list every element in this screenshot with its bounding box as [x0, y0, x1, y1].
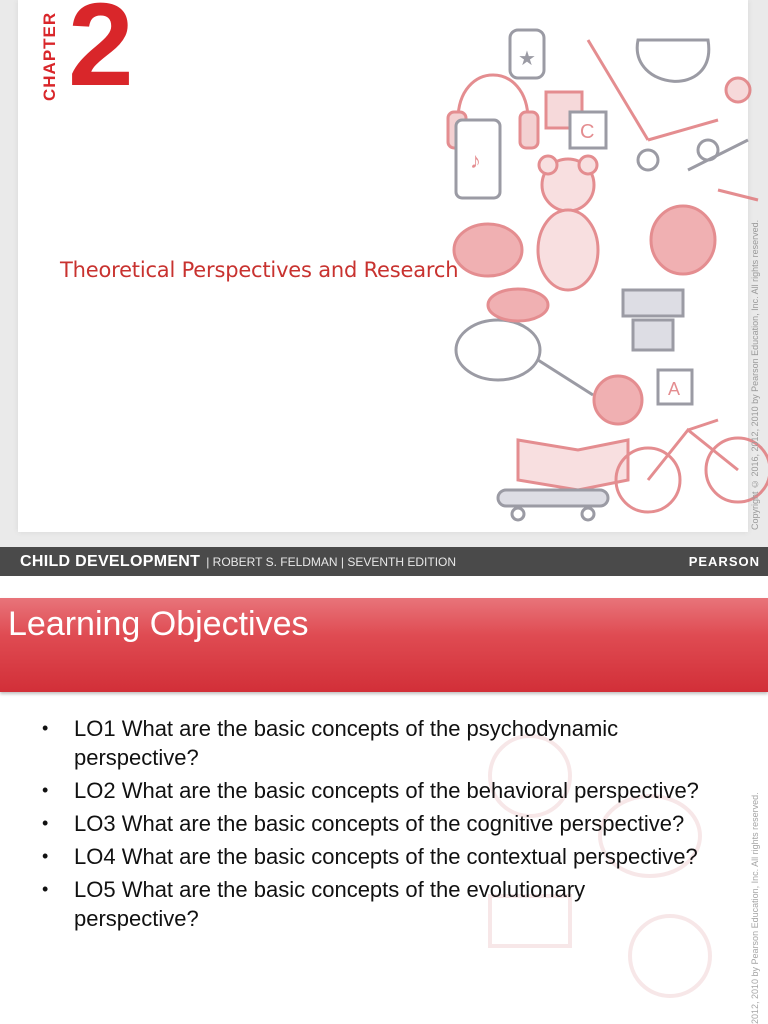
svg-text:★: ★: [518, 48, 536, 70]
list-item: [42, 714, 702, 772]
objective-text: LO5 What are the basic concepts of the evolutionary perspective?: [74, 877, 586, 931]
learning-objectives-slide: [0, 576, 768, 1024]
title-slide-card: [18, 0, 748, 532]
bullet-icon: •: [42, 846, 49, 866]
toy-collage-illustration: [418, 0, 768, 560]
chapter-number: 2: [68, 0, 134, 111]
objective-text: LO1 What are the basic concepts of the psychodynamic perspective?: [74, 716, 619, 770]
chapter-label: CHAPTER: [40, 11, 59, 101]
bullet-icon: •: [42, 813, 49, 833]
objective-text: LO4 What are the basic concepts of the contextual perspective?: [74, 844, 698, 869]
book-footer-bar: [0, 547, 768, 576]
slide-title: Theoretical Perspectives and Research: [60, 258, 459, 282]
svg-text:C: C: [580, 121, 595, 143]
svg-text:♪: ♪: [470, 148, 481, 173]
slide-title: Learning Objectives: [8, 605, 309, 643]
list-item: [42, 776, 702, 805]
copyright-notice: 2012, 2010 by Pearson Education, Inc. All rights reserved.: [750, 792, 760, 1024]
copyright-notice: Copyright © 2016, 2012, 2010 by Pearson Education, Inc. All rights reserved.: [750, 219, 760, 530]
list-item: [42, 809, 702, 838]
author-edition: | ROBERT S. FELDMAN | SEVENTH EDITION: [206, 554, 457, 569]
objectives-list: [42, 714, 702, 937]
publisher-logo: PEARSON: [688, 554, 760, 569]
bullet-icon: •: [42, 780, 49, 800]
book-title: CHILD DEVELOPMENT: [20, 552, 201, 570]
list-item: [42, 875, 702, 933]
bullet-icon: •: [42, 718, 49, 738]
list-item: [42, 842, 702, 871]
bullet-icon: •: [42, 879, 49, 899]
objective-text: LO3 What are the basic concepts of the cognitive perspective?: [74, 811, 685, 836]
objective-text: LO2 What are the basic concepts of the behavioral perspective?: [74, 778, 699, 803]
svg-text:A: A: [668, 379, 681, 399]
